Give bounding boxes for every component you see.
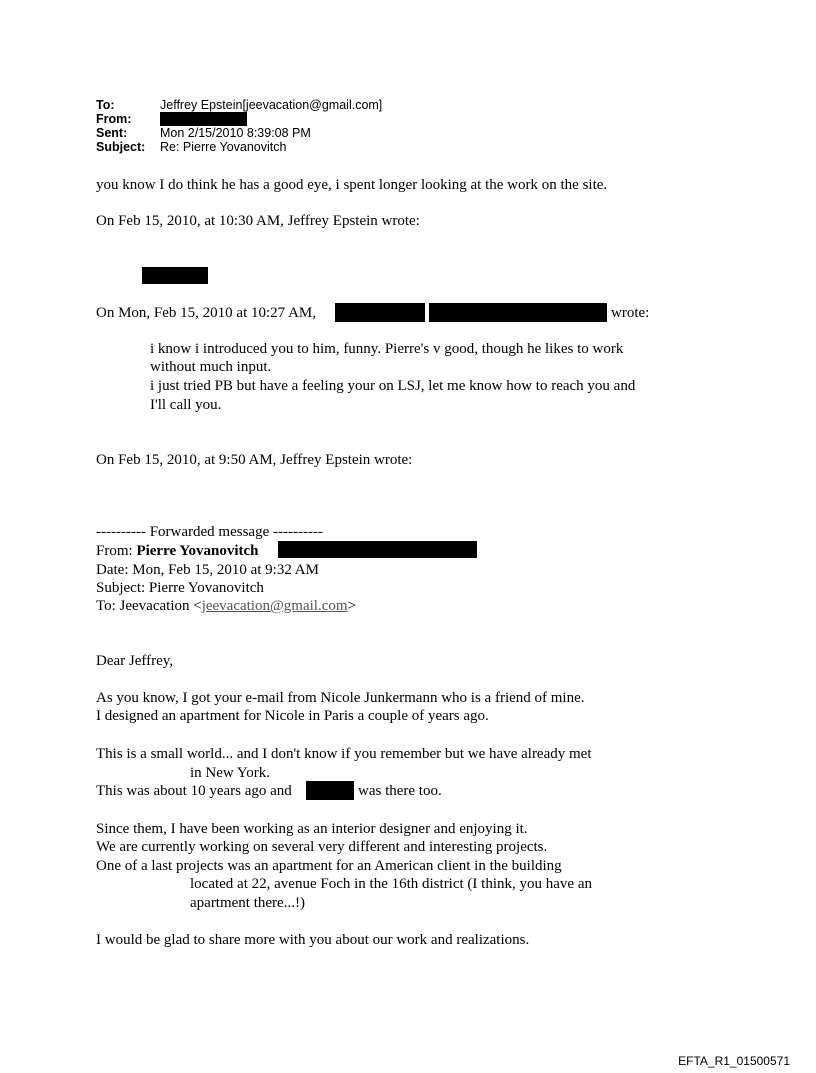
letter-line: We are currently working on several very different and interesting projects.: [96, 839, 548, 855]
letter-line: located at 22, avenue Foch in the 16th district (I think, you have an: [190, 876, 592, 892]
letter-line: One of a last projects was an apartment for an American client in the building: [96, 858, 562, 874]
redaction-box: [306, 781, 354, 800]
quote-attribution-suffix: wrote:: [611, 305, 650, 321]
redaction-box: [142, 267, 208, 284]
letter-line: This is a small world... and I don't know if you remember but we have already met: [96, 746, 592, 762]
forwarded-to: [96, 597, 356, 615]
letter-line: in New York.: [190, 765, 271, 781]
sent-value: Mon 2/15/2010 8:39:08 PM: [160, 126, 311, 140]
subject-label: Subject:: [96, 140, 146, 154]
document-id: EFTA_R1_01500571: [678, 1054, 790, 1068]
forwarded-to-suffix: >: [347, 598, 357, 614]
forwarded-from-name: Pierre Yovanovitch: [136, 543, 259, 559]
forwarded-subject: Subject: Pierre Yovanovitch: [96, 580, 264, 596]
redaction-box: [429, 303, 607, 322]
letter-line: apartment there...!): [190, 895, 305, 911]
greeting: Dear Jeffrey,: [96, 653, 174, 669]
letter-line: I would be glad to share more with you about our work and realizations.: [96, 932, 530, 948]
reply-text: you know I do think he has a good eye, i spent longer looking at the work on the site.: [96, 177, 608, 193]
letter-line: As you know, I got your e-mail from Nicole Junkermann who is a friend of mine.: [96, 690, 585, 706]
letter-line: I designed an apartment for Nicole in Paris a couple of years ago.: [96, 708, 489, 724]
forwarded-to-prefix: To: Jeevacation <: [96, 598, 202, 614]
email-link[interactable]: jeevacation@gmail.com: [201, 598, 348, 614]
forwarded-date: Date: Mon, Feb 15, 2010 at 9:32 AM: [96, 562, 319, 578]
letter-line: This was about 10 years ago and: [96, 783, 292, 799]
redaction-box: [278, 541, 477, 558]
forwarded-from: [96, 542, 259, 560]
quote-attribution: On Feb 15, 2010, at 10:30 AM, Jeffrey Epstein wrote:: [96, 213, 420, 229]
redaction-box: [160, 112, 247, 126]
forwarded-from-label: From:: [96, 543, 133, 559]
subject-value: Re: Pierre Yovanovitch: [160, 140, 287, 154]
to-label: To:: [96, 98, 115, 112]
to-value: Jeffrey Epstein[jeevacation@gmail.com]: [160, 98, 383, 112]
quote-attribution: On Mon, Feb 15, 2010 at 10:27 AM,: [96, 305, 317, 321]
quoted-line: I'll call you.: [150, 397, 222, 413]
from-label: From:: [96, 112, 132, 126]
quote-attribution: On Feb 15, 2010, at 9:50 AM, Jeffrey Epstein wrote:: [96, 452, 413, 468]
quoted-line: without much input.: [150, 359, 272, 375]
quoted-line: i just tried PB but have a feeling your on LSJ, let me know how to reach you and: [150, 378, 636, 394]
letter-line: was there too.: [358, 783, 442, 799]
redaction-box: [335, 303, 425, 322]
sent-label: Sent:: [96, 126, 128, 140]
quoted-line: i know i introduced you to him, funny. Pierre's v good, though he likes to work: [150, 341, 624, 357]
forwarded-divider: ---------- Forwarded message ----------: [96, 524, 323, 540]
email-header: [96, 98, 736, 162]
letter-line: Since them, I have been working as an interior designer and enjoying it.: [96, 821, 528, 837]
